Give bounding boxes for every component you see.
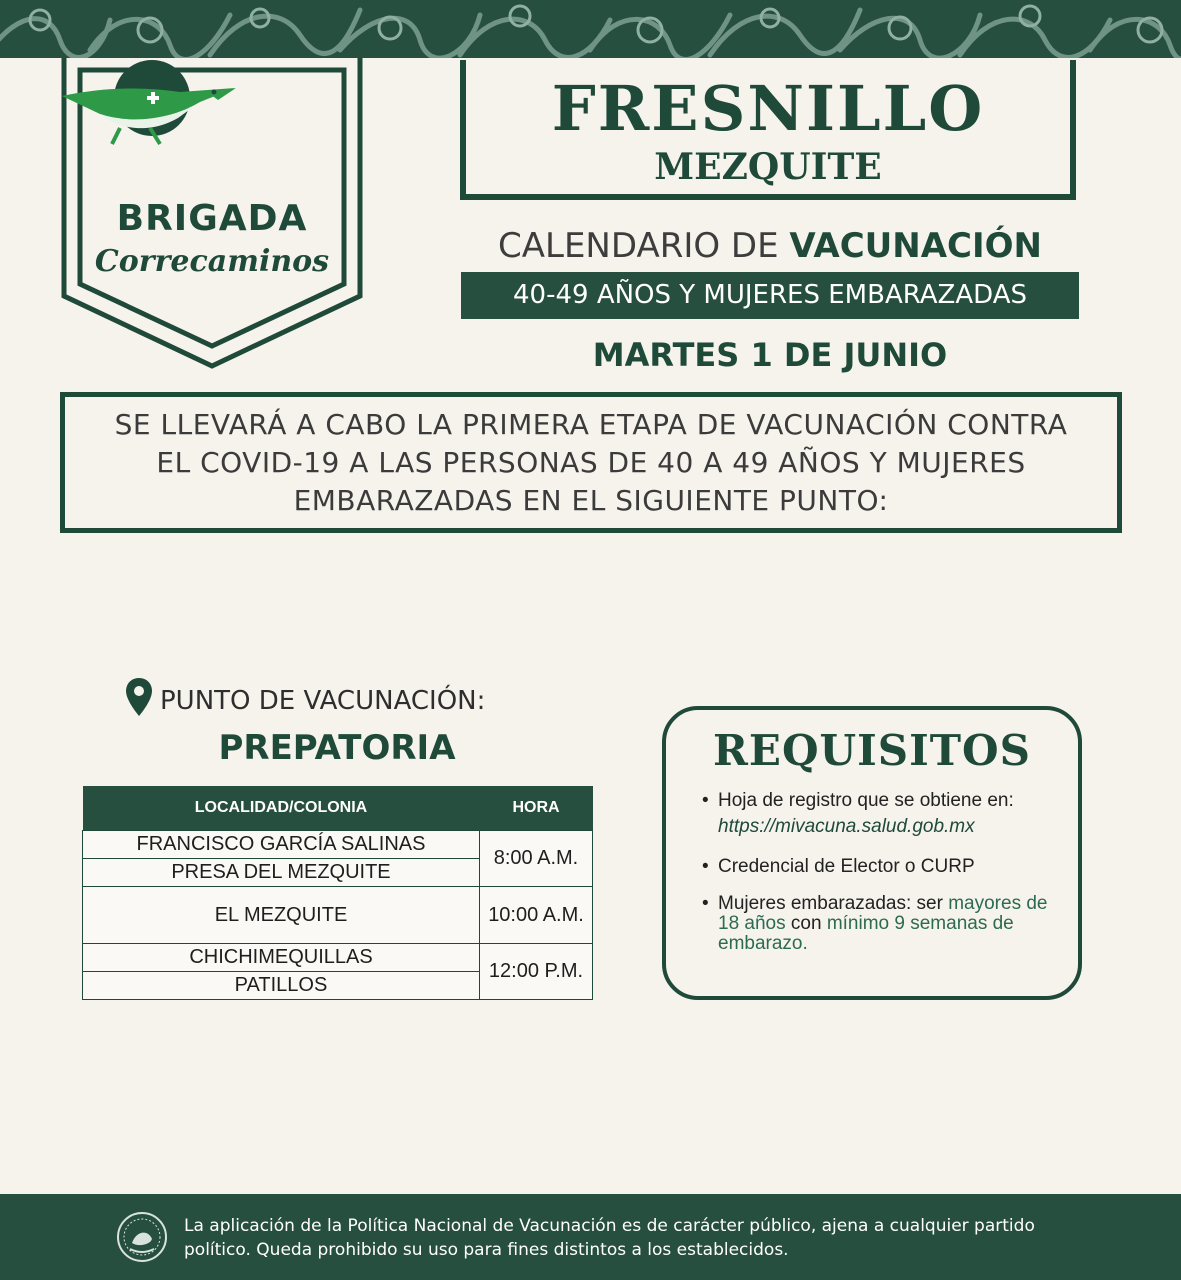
brand-shield [60, 58, 364, 370]
vaccination-point-name: PREPATORIA [218, 728, 456, 768]
notice-text: SE LLEVARÁ A CABO LA PRIMERA ETAPA DE VACUNACIÓN CONTRA EL COVID-19 A LAS PERSONAS DE 40 A 49 AÑOS Y MUJERES EMBARAZADAS EN EL SIGUIENTE PUNTO: [114, 407, 1068, 517]
city-name: FRESNILLO [551, 72, 985, 145]
notice-box [60, 392, 1122, 533]
requirement-text: Credencial de Elector o CURP [718, 856, 975, 877]
hour-cell: 10:00 A.M. [480, 887, 593, 944]
legal-disclaimer: La aplicación de la Política Nacional de Vacunación es de carácter público, ajena a cualquier partido político. Queda prohibido su uso para fines distintos a los establecidos. [184, 1216, 1035, 1260]
calendar-title-bold: VACUNACIÓN [789, 226, 1042, 266]
locality-cell: CHICHIMEQUILLAS [83, 944, 480, 972]
schedule-table [82, 786, 593, 1000]
roadrunner-logo [60, 58, 250, 148]
brand-subtitle: Correcaminos [94, 244, 330, 279]
locality-cell: PRESA DEL MEZQUITE [83, 859, 480, 887]
header-locality: LOCALIDAD/COLONIA [83, 786, 480, 831]
table-row [83, 831, 593, 859]
list-item [702, 854, 1072, 880]
target-group-bar: 40-49 AÑOS Y MUJERES EMBARAZADAS [461, 272, 1079, 319]
locality-cell: FRANCISCO GARCÍA SALINAS [83, 831, 480, 859]
requirements-list [702, 788, 1072, 968]
requirement-text: Mujeres embarazadas: ser [718, 893, 949, 914]
locality-cell: EL MEZQUITE [83, 887, 480, 944]
requirement-highlight: mínimo 9 semanas de embarazo. [718, 913, 1014, 954]
requirements-box [662, 706, 1082, 1000]
header-hour: HORA [480, 786, 593, 831]
hour-cell: 12:00 P.M. [480, 944, 593, 1000]
location-title-box [460, 60, 1076, 200]
table-row [83, 944, 593, 972]
locality-cell: PATILLOS [83, 972, 480, 1000]
requirements-title: REQUISITOS [713, 726, 1031, 775]
top-pattern-band [0, 0, 1181, 58]
registration-link[interactable]: https://mivacuna.salud.gob.mx [718, 816, 975, 837]
calendar-title-light: CALENDARIO DE [498, 226, 790, 266]
calendar-title [460, 226, 1080, 266]
national-seal [116, 1211, 168, 1263]
locality-name: MEZQUITE [654, 146, 882, 188]
vaccination-point-label: PUNTO DE VACUNACIÓN: [160, 686, 486, 716]
hour-cell: 8:00 A.M. [480, 831, 593, 887]
list-item [702, 788, 1072, 840]
table-row [83, 887, 593, 944]
footer [0, 1194, 1181, 1280]
list-item [702, 894, 1072, 954]
requirement-text: Hoja de registro que se obtiene en: [718, 790, 1014, 811]
table-header-row [83, 786, 593, 831]
brand-title: BRIGADA [116, 198, 308, 239]
requirement-text: con [785, 913, 827, 934]
requirement-highlight: mayores de 18 años [718, 893, 1048, 934]
location-pin-icon [124, 676, 154, 718]
vaccination-date: MARTES 1 DE JUNIO [592, 336, 948, 374]
